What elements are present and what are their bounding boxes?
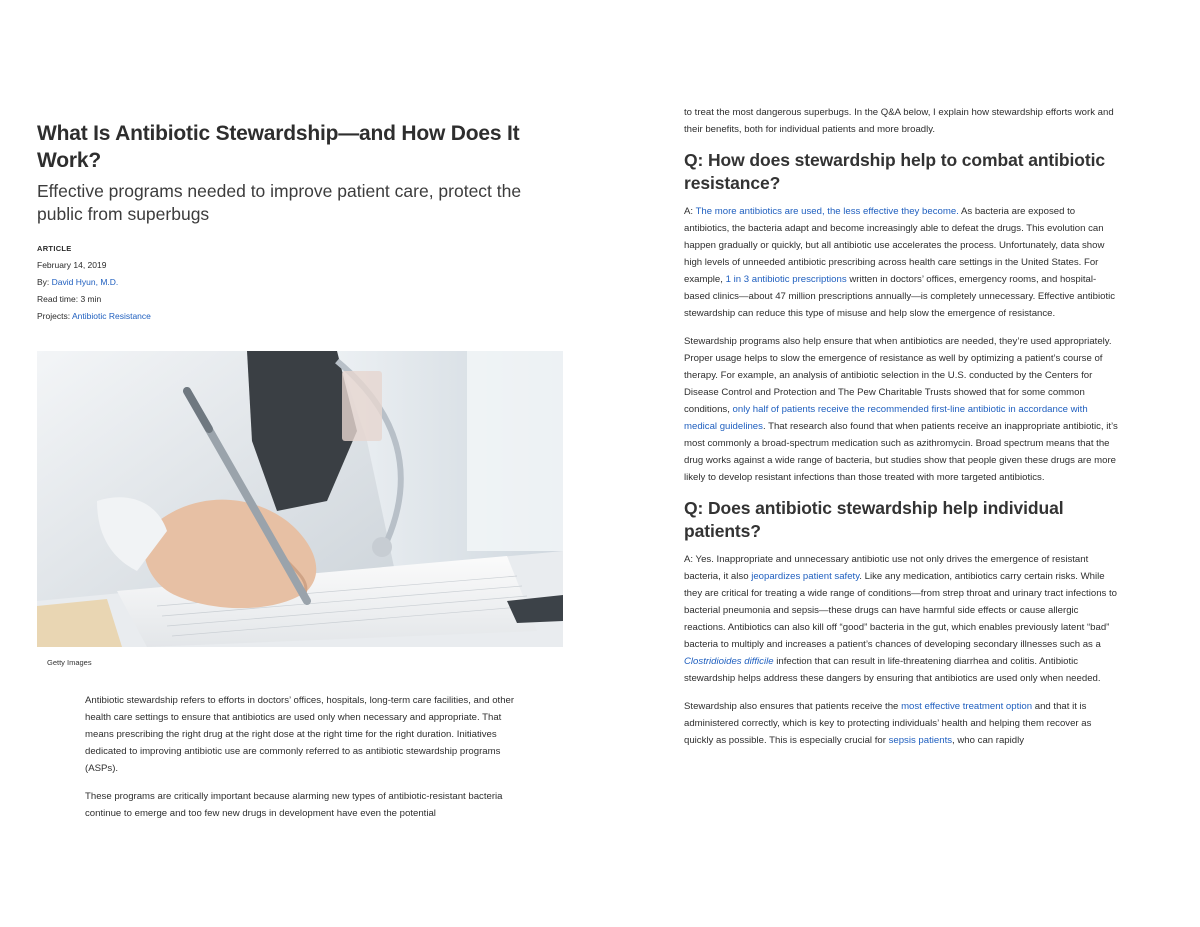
paragraph-effective-treatment-end: , who can rapidly	[952, 735, 1025, 746]
answer-1	[684, 203, 1120, 322]
article-title: What Is Antibiotic Stewardship—and How Does It Work?	[37, 122, 520, 172]
paragraph-appropriate-use	[684, 333, 1120, 486]
effective-treatment-link[interactable]: most effective treatment option	[901, 701, 1033, 712]
paragraph-appropriate-use-end: . That research also found that when patients receive an inappropriate antibiotic, it’s most commonly a broad-spectrum medication such as azithromycin. Broad spectrum means that the drug works against a wide range of bacteria, but studies show that people given these drugs are more likely to develop resistant infections than those treated with more targeted antibiotics.	[684, 421, 1118, 483]
c-difficile-link[interactable]	[684, 656, 774, 667]
paragraph-effective-treatment-mid: and that it is administered correctly, which is key to protecting individuals’ health and helping them recover as quickly as possible. This is especially crucial for	[684, 701, 1092, 746]
doctor-writing-image	[37, 351, 563, 647]
paragraph-effective-treatment	[684, 698, 1120, 749]
article-kind: ARTICLE	[37, 244, 72, 253]
first-line-antibiotic-link[interactable]: only half of patients receive the recommended first-line antibiotic in accordance with medical guidelines	[684, 404, 1088, 432]
sepsis-patients-link[interactable]: sepsis patients	[888, 735, 953, 746]
article-date: February 14, 2019	[37, 260, 107, 270]
paragraph-appropriate-use-start: Stewardship programs also help ensure that when antibiotics are needed, they’re used appropriately. Proper usage helps to slow the emergence of resistance as well by optimizing a patient’s course of therapy. For example, an analysis of antibiotic selection in the U.S. conducted by the Centers for Disease Control and Protection and The Pew Charitable Trusts showed that for some common conditions,	[684, 336, 1112, 415]
byline-label: By:	[37, 277, 50, 287]
question-heading-1: Q: How does stewardship help to combat antibiotic resistance?	[684, 150, 1105, 193]
answer-2	[684, 551, 1120, 687]
answer-2-text: . Like any medication, antibiotics carry certain risks. While they are critical for treating a wide range of conditions—from strep throat and urinary tract infections to bacterial pneumonia and sepsis—these drugs can have harmful side effects or cause allergic reactions. Antibiotics can also kill off “good” bacteria in the gut, which enables previously latent “bad” bacteria to multiply and increases a patient’s chances of developing secondary illnesses such as a	[684, 571, 1117, 650]
paragraph-intro: Antibiotic stewardship refers to efforts in doctors’ offices, hospitals, long-term care facilities, and other health care settings to ensure that antibiotics are used only when necessary and appropriate. That means prescribing the right drug at the right dose at the right time for the right duration. Initiatives dedicated to improving antibiotic use are commonly referred to as antibiotic stewardship programs (ASPs).	[85, 695, 515, 774]
answer-1-text: As bacteria are exposed to antibiotics, the bacteria adapt and become increasingly able to defeat the drugs. This evolution can happen gradually or quickly, but all antibiotic use accelerates the process. Unfortunately, data show high levels of unneeded antibiotic prescribing across health care settings in the United States. For example,	[684, 206, 1105, 285]
article-subtitle: Effective programs needed to improve patient care, protect the public from superbugs	[37, 181, 522, 224]
projects	[37, 308, 567, 325]
c-difficile-italic: Clostridioides difficile	[684, 656, 774, 667]
paragraph-effective-treatment-start: Stewardship also ensures that patients receive the	[684, 701, 902, 712]
patient-safety-link[interactable]: jeopardizes patient safety	[751, 571, 860, 582]
paragraph-continued: to treat the most dangerous superbugs. In the Q&A below, I explain how stewardship efforts work and their benefits, both for individual patients and more broadly.	[684, 107, 1114, 135]
article-photo	[37, 351, 563, 647]
projects-label: Projects:	[37, 311, 71, 321]
image-caption: Getty Images	[47, 658, 92, 667]
left-body	[85, 692, 515, 833]
question-heading-2: Q: Does antibiotic stewardship help individual patients?	[684, 498, 1064, 541]
answer-prefix: A:	[684, 206, 696, 217]
article-byline	[37, 274, 567, 291]
answer-2-start: A: Yes. Inappropriate and unnecessary antibiotic use not only drives the emergence of resistant bacteria, it also	[684, 554, 1089, 582]
right-page	[684, 104, 1120, 760]
author-link[interactable]: David Hyun, M.D.	[51, 277, 119, 287]
article-meta	[37, 240, 567, 325]
paragraph-programs: These programs are critically important because alarming new types of antibiotic-resistant bacteria continue to emerge and too few new drugs in development have even the potential	[85, 791, 503, 819]
answer-1-end: written in doctors’ offices, emergency rooms, and hospital-based clinics—about 47 million prescriptions annually—is completely unnecessary. Effective antibiotic stewardship can reduce this type of misuse and help slow the emergence of resistance.	[684, 274, 1116, 319]
project-link[interactable]: Antibiotic Resistance	[71, 311, 151, 321]
antibiotics-less-effective-link[interactable]: The more antibiotics are used, the less effective they become.	[695, 206, 959, 217]
answer-2-end: infection that can result in life-threatening diarrhea and colitis. Antibiotic stewardship helps address these dangers by ensuring that antibiotics are used only when needed.	[684, 656, 1101, 684]
one-in-three-prescriptions-link[interactable]: 1 in 3 antibiotic prescriptions	[725, 274, 847, 285]
left-page	[37, 120, 567, 819]
read-time: Read time: 3 min	[37, 294, 102, 304]
